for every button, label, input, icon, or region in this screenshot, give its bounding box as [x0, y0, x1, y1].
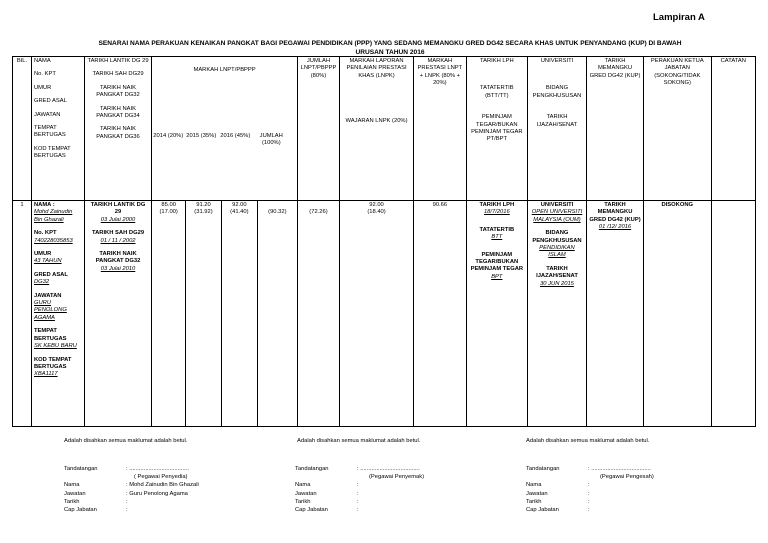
hdr-lph: TARIKH LPH TATATERTIB (BTT/TT) PEMINJAM TEGAR/BUKAN PEMINJAM TEGAR PT/BPT [466, 57, 527, 201]
hdr-nama: NAMA No. KPT UMUR GRED ASAL JAWATAN TEMPAT BERTUGAS KOD TEMPAT BERTUGAS [31, 57, 84, 201]
lampiran-label: Lampiran A [653, 12, 705, 23]
row-lnpk: 92.00 (18.40) [340, 201, 414, 427]
row-2014: 85.00 (17.00) [152, 201, 186, 427]
hdr-tarikh: TARIKH LANTIK DG 29 TARIKH SAH DG29 TARIKH NAIK PANGKAT DG32 TARIKH NAIK PANGKAT DG34 TARIKH NAIK PANGKAT DG36 [84, 57, 152, 201]
header-row [13, 57, 756, 201]
hdr-memangku: TARIKH MEMANGKU GRED DG42 (KUP) [587, 57, 644, 201]
row-prestasi: 90.66 [413, 201, 466, 427]
hdr-markah-lnpt: MARKAH LNPT/PBPPP 2014 (20%) 2015 (35%) 2016 (45%) JUMLAH (100%) [152, 57, 298, 201]
signature-block-penyemak: Tandatangan : ..................................... (Pegawai Penyemak) Nama : Jawatan : Tarikh : Cap Jabatan : [295, 466, 425, 514]
hdr-2014: 2014 (20%) [153, 133, 184, 139]
document-title [40, 39, 740, 57]
hdr-universiti: UNIVERSITI BIDANG PENGKHUSUSAN TARIKH IJAZAH/SENAT [527, 57, 586, 201]
row-universiti: UNIVERSITI OPEN UNIVERSITI MALAYSIA (OUM) BIDANG PENGKHUSUSAN PENDIDIKAN ISLAM TARIKH IJAZAH/SENAT 30 JUN 2015 [527, 201, 586, 427]
row-lph: TARIKH LPH 18/7/2016 TATATERTIB BTT PEMINJAM TEGAR/BUKAN PEMINJAM TEGAR BPT [466, 201, 527, 427]
row-tarikh: TARIKH LANTIK DG 29 03 Julai 2000 TARIKH SAH DG29 01 / 11 / 2002 TARIKH NAIK PANGKAT DG32 03 Julai 2010 [84, 201, 152, 427]
title-line-1: SENARAI NAMA PERAKUAN KENAIKAN PANGKAT BAGI PEGAWAI PENDIDIKAN (PPP) YANG SEDANG MEMANGKU GRED DG42 SECARA KHAS UNTUK PENYANDANG (KUP) DI BAWAH [98, 40, 682, 47]
hdr-2016: 2016 (45%) [220, 133, 251, 139]
candidate-table [12, 56, 756, 427]
row-perakuan: DISOKONG [644, 201, 712, 427]
disahkan-penyemak: Adalah disahkan semua maklumat adalah betul. [297, 438, 421, 444]
hdr-jumlah-lnpt: JUMLAH LNPT/PBPPP (80%) [297, 57, 339, 201]
row-catatan [711, 201, 755, 427]
row-2016: 92.00 (41.40) [221, 201, 257, 427]
row-lnpt80: (72.26) [297, 201, 339, 427]
row-2015: 91.20 (31.92) [186, 201, 222, 427]
hdr-markah-laporan: MARKAH LAPORAN PENILAIAN PRESTASI KHAS (LNPK) WAJARAN LNPK (20%) [340, 57, 414, 201]
row-nama: NAMA : Mohd Zainudin Bin Ghazali No. KPT 740228035853 UMUR 43 TAHUN GRED ASAL DG32 JAWATAN GURU PENOLONG AGAMA TEMPAT BERTUGAS SK KEBU BARU KOD TEMPAT BERTUGAS XBA1117 [31, 201, 84, 427]
row-memangku: TARIKH MEMANGKU GRED DG42 (KUP) 01 /12/ 2016 [587, 201, 644, 427]
hdr-bil: BIL. [13, 57, 32, 201]
table-row [13, 201, 756, 427]
hdr-catatan: CATATAN [711, 57, 755, 201]
hdr-markah-prestasi: MARKAH PRESTASI LNPT + LNPK (80% + 20%) [413, 57, 466, 201]
row-bil: 1 [13, 201, 32, 427]
disahkan-penyedia: Adalah disahkan semua maklumat adalah betul. [64, 438, 188, 444]
signature-block-penyedia: Tandatangan : ..................................... ( Pegawai Penyedia) Nama : Mohd Zainudin Bin Ghazali Jawatan : Guru Penolong Agama Tarikh : Cap Jabatan : [64, 466, 199, 514]
disahkan-pengesah: Adalah disahkan semua maklumat adalah betul. [526, 438, 650, 444]
hdr-perakuan: PERAKUAN KETUA JABATAN (SOKONG/TIDAK SOKONG) [644, 57, 712, 201]
hdr-jumlah: JUMLAH (100%) [259, 133, 283, 147]
hdr-2015: 2015 (35%) [186, 133, 217, 139]
row-jumlah: (90.32) [257, 201, 297, 427]
signature-block-pengesah: Tandatangan : ..................................... (Pegawai Pengesah) Nama : Jawatan : Tarikh : Cap Jabatan : [526, 466, 654, 514]
title-line-2: URUSAN TAHUN 2016 [355, 49, 425, 56]
